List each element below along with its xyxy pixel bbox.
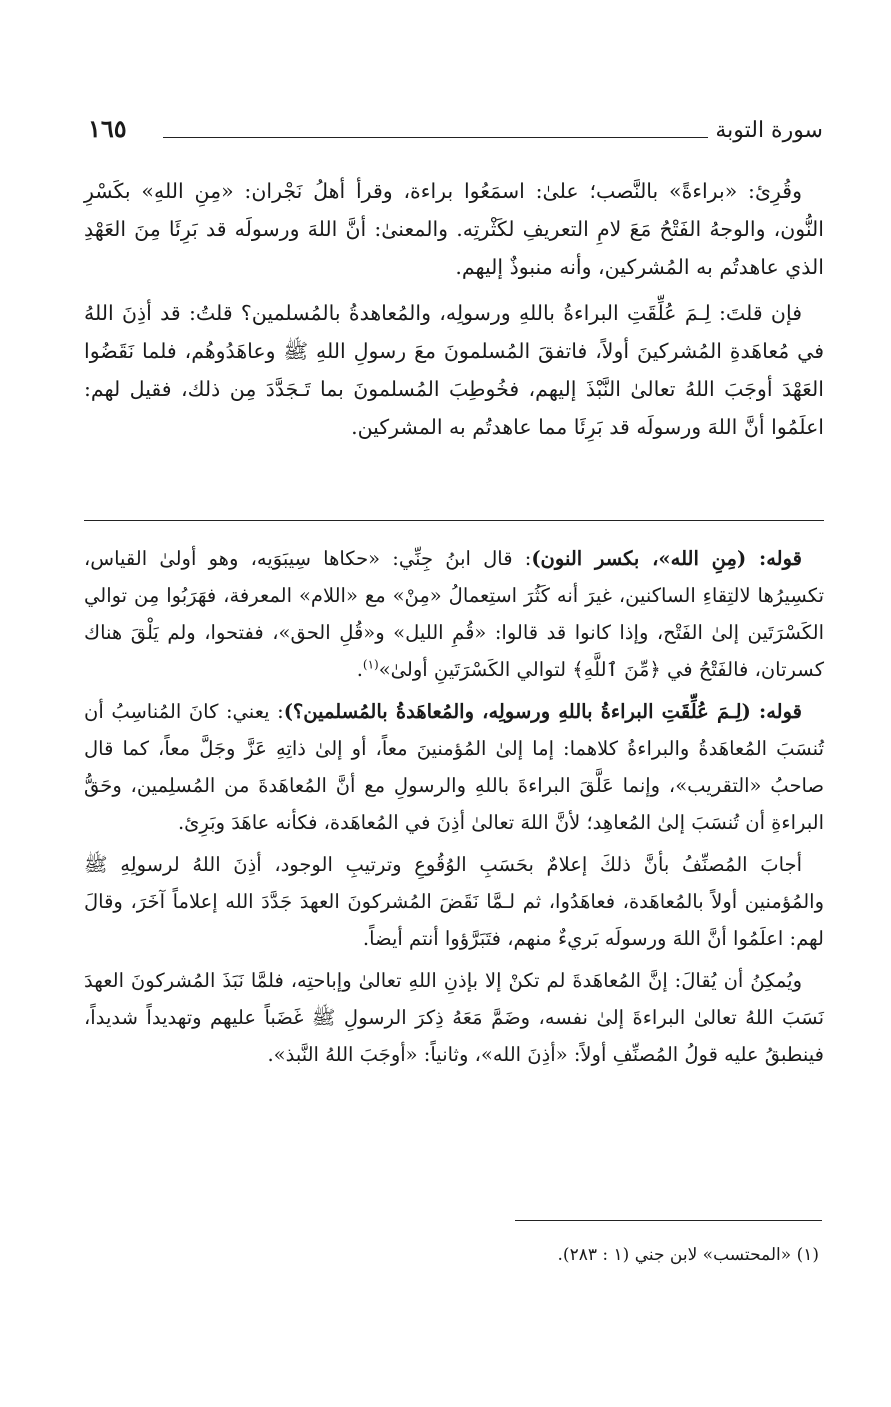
header-rule bbox=[163, 137, 708, 138]
main-paragraph-2: فإن قلتَ: لِـمَ عُلِّقَتِ البراءةُ باللهِ ورسولِه، والمُعاهدةُ بالمُسلمين؟ قلتُ: قد أذِنَ اللهُ في مُعاهَدةِ المُشركينَ أولاً، فاتفقَ المُسلمونَ معَ رسولِ اللهِ ﷺ وعاهَدُوهُم، فلما نَقَضُوا العَهْدَ أوجَبَ اللهُ تعالىٰ النَّبْذَ إليهم، فخُوطِبَ المُسلمونَ بما تَـجَدَّدَ مِن ذلك، فقيل لهم: اعلَمُوا أنَّ اللهَ ورسولَه قد بَرِئَا مما عاهدتُم به المشركين. bbox=[84, 301, 824, 439]
surah-title: سورة التوبة bbox=[715, 118, 823, 143]
commentary-lead-2: قوله: (لِـمَ عُلِّقَتِ البراءةُ باللهِ ورسولِه، والمُعاهَدةُ بالمُسلمين؟) bbox=[283, 700, 802, 723]
section-separator bbox=[84, 520, 824, 521]
commentary-paragraph-4: ويُمكِنُ أن يُقالَ: إنَّ المُعاهَدةَ لم تكنْ إلا بإذنِ اللهِ تعالىٰ وإباحتِه، فلمَّا نَبَذَ المُشركونَ العهدَ نَسَبَ اللهُ تعالىٰ البراءةَ إلىٰ نفسه، وضَمَّ مَعَهُ ذِكرَ الرسولِ ﷺ غَضَباً عليهم وتهديداً شديداً، فينطبقُ عليه قولُ المُصنِّفِ أولاً: «أذِنَ الله»، وثانياً: «أوجَبَ اللهُ النَّبذ». bbox=[84, 969, 824, 1066]
commentary-paragraph-3: أجابَ المُصنِّفُ بأنَّ ذلكَ إعلامٌ بحَسَبِ الوُقُوعِ وترتيبِ الوجود، أذِنَ اللهُ لرسولِهِ ﷺ والمُؤمنين أولاً بالمُعاهَدة، فعاهَدُوا، ثم لـمَّا نَقَضَ المُشركونَ العهدَ جَدَّدَ الله إعلاماً آخَرَ، وقالَ لهم: اعلَمُوا أنَّ اللهَ ورسولَه بَريءٌ منهم، فتَبَرَّؤوا أنتم أيضاً. bbox=[84, 853, 824, 950]
commentary-paragraph-2 bbox=[84, 693, 824, 841]
commentary-lead-1: قوله: (مِنِ الله»، بكسر النون) bbox=[531, 547, 802, 570]
footnote-rule bbox=[515, 1220, 822, 1221]
main-text bbox=[84, 172, 824, 454]
page-header bbox=[88, 112, 823, 152]
footnote-ref: (١) bbox=[362, 657, 379, 672]
commentary bbox=[84, 540, 824, 1078]
page-number: ١٦٥ bbox=[88, 114, 127, 143]
commentary-text-2: : يعني: كانَ المُناسِبُ أن تُنسَبَ المُعاهَدةُ والبراءةُ كلاهما: إما إلىٰ المُؤمنينَ معاً، أو إلىٰ ذاتِهِ عَزَّ وجَلَّ معاً، كما قال صاحبُ «التقريب»، وإنما عَلَّقَ البراءةَ باللهِ والرسولِ مع أنَّ المُعاهَدةَ من المُسلِمين، وحَقُّ البراءةِ أن تُنسَبَ إلىٰ المُعاهِد؛ لأنَّ اللهَ تعالىٰ أذِنَ في المُعاهَدة، فكأنه عاهَدَ وبَرِئ. bbox=[84, 700, 824, 834]
footnote: (١) «المحتسب» لابن جني (١ : ٢٨٣). bbox=[557, 1245, 819, 1265]
commentary-paragraph-1: قوله: (مِنِ الله»، بكسر النون): قال ابنُ جِنِّي: «حكاها سِيبَوَيه، وهو أولىٰ القياس، تكسِيرُها لالتِقاءِ الساكنين، غيرَ أنه كَثُرَ استِعمالُ «مِنْ» مع «اللام» المعرفة، فهَرَبُوا مِن توالي الكَسْرَتَين إلىٰ الفَتْح، وإذا كانوا قد قالوا: «قُمِ الليل» و«قُلِ الحق»، ففتحوا، ولم يَلْقَ هناك كسرتان، فالفَتْحُ في ﴿مِّنَ ٱللَّهِ﴾ لتوالي الكَسْرَتَينِ أولىٰ»$^{(١)}$. bbox=[84, 547, 824, 681]
commentary-text-1: : قال ابنُ جِنِّي: «حكاها سِيبَوَيه، وهو أولىٰ القياس، تكسِيرُها لالتِقاءِ الساكنين، غيرَ أنه كَثُرَ استِعمالُ «مِنْ» مع «اللام» المعرفة، فهَرَبُوا مِن توالي الكَسْرَتَين إلىٰ الفَتْح، وإذا كانوا قد قالوا: «قُمِ الليل» و«قُلِ الحق»، ففتحوا، ولم يَلْقَ هناك كسرتان، فالفَتْحُ في ﴿مِّنَ ٱللَّهِ﴾ لتوالي الكَسْرَتَينِ أولىٰ» bbox=[84, 547, 824, 681]
main-paragraph-1: وقُرِئ: «براءةً» بالنَّصب؛ علىٰ: اسمَعُوا براءة، وقرأ أهلُ نَجْران: «مِنِ اللهِ» بكَسْرِ النُّون، والوجهُ الفَتْحُ مَعَ لامِ التعريفِ لكَثْرتِه. والمعنىٰ: أنَّ اللهَ ورسولَه قد بَرِئَا مِنَ العَهْدِ الذي عاهدتُم به المُشركين، وأنه منبوذٌ إليهم. bbox=[84, 179, 824, 279]
